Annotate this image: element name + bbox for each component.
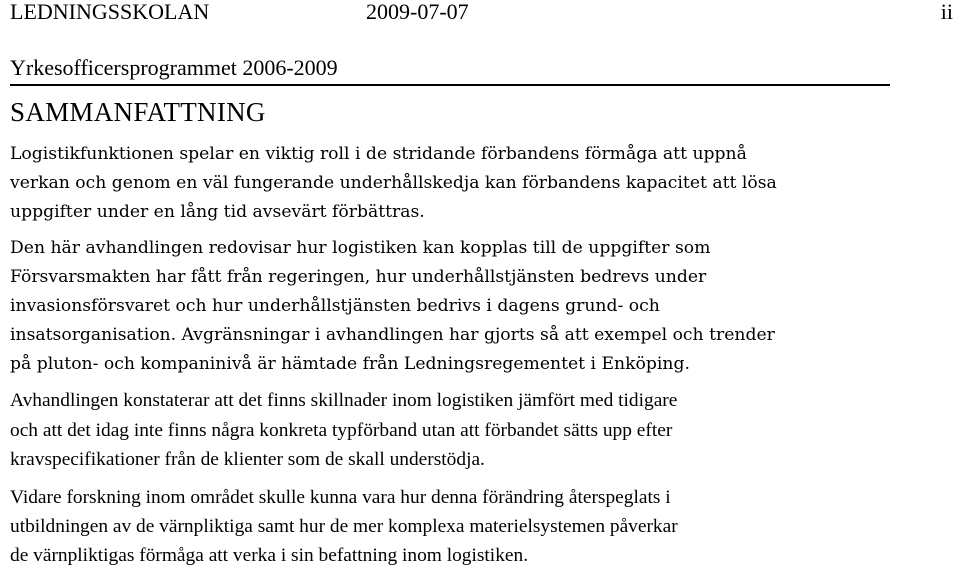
text-line: kravspecifikationer från de klienter som de skall understödja. <box>10 449 485 471</box>
text-line: och att det idag inte finns några konkreta typförband utan att förbandet sätts upp efter <box>10 419 673 441</box>
text-line: de värnpliktigas förmåga att verka i sin befattning inom logistiken. <box>10 545 529 567</box>
text-line: uppgifter under en lång tid avsevärt förbättras. <box>10 201 425 222</box>
header-divider <box>10 84 890 86</box>
text-line: invasionsförsvaret och hur underhållstjänsten bedrivs i dagens grund- och <box>10 295 660 316</box>
page-header <box>10 0 955 26</box>
text-line: på pluton- och kompaninivå är hämtade från Ledningsregementet i Enköping. <box>10 353 690 374</box>
text-line: Försvarsmakten har fått från regeringen, hur underhållstjänsten bedrevs under <box>10 267 707 288</box>
header-date: 2009-07-07 <box>366 0 469 24</box>
text-line: utbildningen av de värnpliktiga samt hur de mer komplexa materielsystemen påverkar <box>10 516 678 537</box>
text-line: Avhandlingen konstaterar att det finns skillnader inom logistiken jämfört med tidigare <box>10 390 678 412</box>
summary-body <box>10 140 945 577</box>
header-page-number: ii <box>940 0 953 24</box>
paragraph-4 <box>10 483 945 571</box>
section-title: SAMMANFATTNING <box>10 97 266 127</box>
paragraph-3 <box>10 386 945 474</box>
paragraph-2 <box>10 234 890 378</box>
text-line: insatsorganisation. Avgränsningar i avhandlingen har gjorts så att exempel och trender <box>10 324 775 345</box>
text-line: Vidare forskning inom området skulle kunna vara hur denna förändring återspeglats i <box>10 486 671 508</box>
header-organization: LEDNINGSSKOLAN <box>10 0 210 24</box>
document-page <box>10 0 955 570</box>
paragraph-1 <box>10 140 890 226</box>
text-line: Den här avhandlingen redovisar hur logistiken kan kopplas till de uppgifter som <box>10 238 711 259</box>
header-program: Yrkesofficersprogrammet 2006-2009 <box>10 55 338 80</box>
text-line: verkan och genom en väl fungerande underhållskedja kan förbandens kapacitet att lösa <box>10 172 777 193</box>
text-line: Logistikfunktionen spelar en viktig roll i de stridande förbandens förmåga att uppnå <box>10 144 747 164</box>
